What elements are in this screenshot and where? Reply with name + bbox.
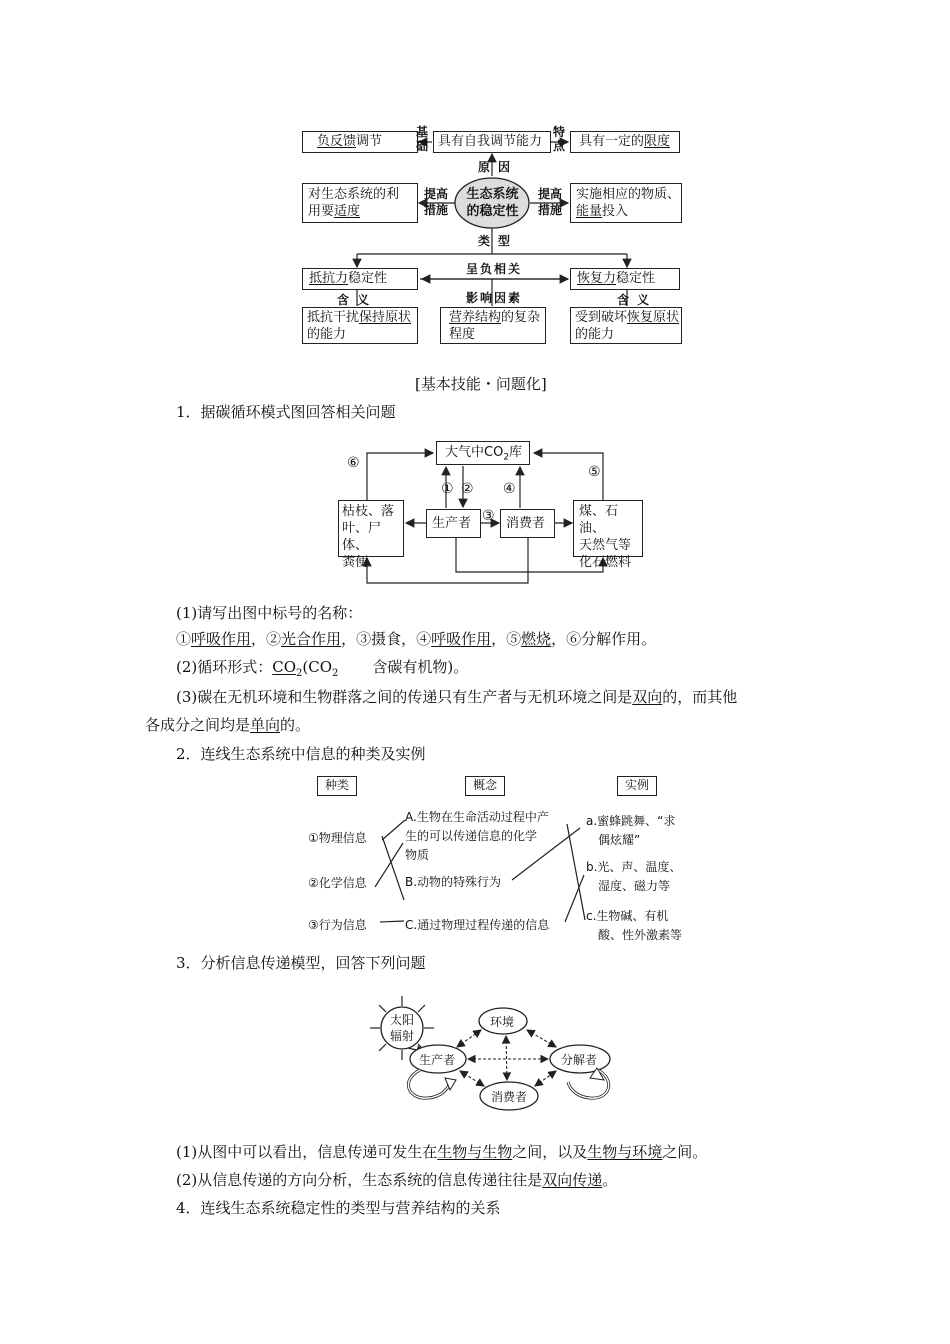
q3-p1-b: 之间，以及 [512, 1143, 588, 1161]
moderate-use-prefix: 用要 [308, 204, 335, 219]
improve-left-1: 提高 [423, 187, 448, 201]
q1-p2-prefix: (2)循环形式： [176, 658, 273, 676]
q1-a: ① [176, 630, 192, 648]
factor-label: 影响因素 [466, 291, 523, 305]
consumer-text: 消费者 [506, 516, 546, 531]
q3-p1-a: (1)从图中可以看出，信息传递可发生在 [176, 1143, 438, 1161]
concept-a-3: 物质 [405, 848, 430, 862]
nutrition-structure-term: 营养结构 [449, 310, 502, 325]
atm-sub: 2 [503, 452, 510, 463]
q3-p2-a: (2)从信息传递的方向分析，生态系统的信息传递往往是 [176, 1171, 543, 1189]
decomposer-node: 分解者 [561, 1053, 598, 1067]
center-line-1: 生态系统 [466, 187, 519, 202]
answer-unidirectional: 单向 [250, 716, 281, 734]
litter-line-3: 粪便 [342, 555, 369, 570]
basis-label: 基础 [416, 125, 429, 153]
keep-original-term: 保持原状 [359, 310, 412, 325]
resilience-def-suffix: 的能力 [575, 327, 615, 342]
producer-text: 生产者 [432, 516, 472, 531]
structure-degree: 程度 [449, 327, 476, 342]
concept-c: C.通过物理过程传递的信息 [405, 918, 550, 932]
limit-term: 限度 [644, 134, 671, 149]
meaning-left-label: 含义 [337, 293, 378, 307]
type-behavioral: ③行为信息 [308, 918, 367, 932]
litter-line-1: 枯枝、落 [342, 504, 395, 519]
center-line-2: 的稳定性 [466, 204, 519, 219]
negative-feedback-term: 负反馈 [317, 134, 357, 149]
co2-sub: 2 [296, 668, 303, 679]
type-physical: ①物理信息 [308, 831, 367, 845]
improve-right-2: 措施 [537, 203, 562, 217]
consumer-node: 消费者 [491, 1090, 528, 1104]
q3-part2 [176, 1169, 617, 1191]
reason-label: 原因 [478, 160, 519, 174]
energy-term: 能量 [576, 204, 603, 219]
q1-p3-c: 各成分之间均是 [145, 716, 251, 734]
moderate-term: 适度 [334, 204, 361, 219]
answer-two-way: 双向传递 [542, 1171, 603, 1189]
fossil-line-1: 煤、石油、 [579, 504, 619, 536]
environment-node: 环境 [490, 1015, 515, 1029]
answer-combustion: 燃烧 [521, 630, 552, 648]
meaning-right-label: 含义 [617, 293, 658, 307]
q1-part1: (1)请写出图中标号的名称： [176, 604, 363, 622]
label-2: ② [461, 481, 474, 497]
label-6: ⑥ [347, 455, 360, 471]
resistance-def-suffix: 的能力 [307, 327, 347, 342]
q2-title: 2．连线生态系统中信息的种类及实例 [176, 745, 426, 763]
input-line-1: 实施相应的物质、 [576, 187, 681, 202]
type-label: 类型 [478, 234, 519, 248]
q4-title: 4．连线生态系统稳定性的类型与营养结构的关系 [176, 1199, 501, 1217]
producer-node: 生产者 [419, 1053, 456, 1067]
answer-respiration-1: 呼吸作用 [191, 630, 252, 648]
q1-p3-b: 的，而其他 [662, 688, 738, 706]
answer-organism-organism: 生物与生物 [437, 1143, 513, 1161]
moderate-use-line-1: 对生态系统的利 [308, 187, 400, 202]
input-suffix: 投入 [602, 204, 629, 219]
co2-paren: (CO [302, 658, 333, 676]
concept-a-1: A.生物在生命活动过程中产 [405, 810, 549, 824]
sun-1: 太阳 [390, 1013, 415, 1027]
example-c-1: c.生物碱、有机 [586, 909, 669, 923]
q1-e: ，⑥分解作用。 [551, 630, 657, 648]
section-title: [基本技能・问题化] [415, 375, 547, 393]
sun-radiation [390, 1012, 416, 1044]
regulation-text: 调节 [356, 134, 383, 149]
fossil-line-2: 天然气等 [579, 538, 632, 553]
structure-complex: 的复杂 [501, 310, 541, 325]
q1-title: 1．据碳循环模式图回答相关问题 [176, 403, 396, 421]
atm-suffix: 库 [509, 445, 523, 460]
label-3: ③ [482, 508, 495, 524]
q3-p2-b: 。 [602, 1171, 618, 1189]
q1-d: ，⑤ [491, 630, 522, 648]
atm-text: 大气中CO [445, 445, 504, 460]
resilience-suffix: 稳定性 [616, 271, 656, 286]
feature-label: 特点 [553, 125, 566, 153]
label-1: ① [441, 481, 454, 497]
co2-text: CO [272, 658, 297, 676]
example-a-2: 偶炫耀” [598, 833, 641, 847]
answer-bidirectional: 双向 [632, 688, 663, 706]
litter-line-2: 叶、尸体、 [342, 521, 382, 553]
type-chemical: ②化学信息 [308, 876, 367, 890]
organic-carbon-text: 含碳有机物)。 [372, 658, 469, 676]
resilience-term: 恢复力 [577, 271, 617, 286]
answer-organism-environment: 生物与环境 [587, 1143, 663, 1161]
label-4: ④ [503, 481, 516, 497]
q1-b: ，② [251, 630, 282, 648]
example-a-1: a.蜜蜂跳舞、“求 [586, 814, 676, 828]
example-b-2: 湿度、磁力等 [598, 879, 671, 893]
resistance-term: 抵抗力 [309, 271, 349, 286]
example-c-2: 酸、性外激素等 [598, 928, 683, 942]
q3-title: 3．分析信息传递模型，回答下列问题 [176, 954, 426, 972]
limit-prefix: 具有一定的 [579, 134, 645, 149]
resilience-def-prefix: 受到破坏 [575, 310, 628, 325]
q1-p3-a: (3)碳在无机环境和生物群落之间的传递只有生产者与无机环境之间是 [176, 688, 633, 706]
header-concept: 概念 [465, 776, 505, 796]
q3-part1 [176, 1141, 707, 1163]
resistance-def-prefix: 抵抗干扰 [307, 310, 360, 325]
concept-b: B.动物的特殊行为 [405, 875, 502, 889]
self-regulation-text: 具有自我调节能力 [438, 134, 543, 149]
example-b-1: b.光、声、温度、 [586, 860, 682, 874]
co2-paren-sub: 2 [332, 668, 339, 679]
negative-correlation-label: 呈负相关 [466, 262, 523, 276]
label-5: ⑤ [588, 464, 601, 480]
improve-left-2: 措施 [423, 203, 448, 217]
restore-original-term: 恢复原状 [627, 310, 680, 325]
q1-c: ，③摄食，④ [341, 630, 432, 648]
sun-2: 辐射 [390, 1029, 415, 1043]
header-example: 实例 [617, 776, 657, 796]
header-type: 种类 [317, 776, 357, 796]
concept-a-2: 生的可以传递信息的化学 [405, 829, 538, 843]
resistance-suffix: 稳定性 [348, 271, 388, 286]
q3-p1-c: 之间。 [662, 1143, 708, 1161]
answer-respiration-2: 呼吸作用 [431, 630, 492, 648]
answer-photosynthesis: 光合作用 [281, 630, 342, 648]
q1-p3-d: 的。 [280, 716, 311, 734]
fossil-line-3: 化石燃料 [579, 555, 632, 570]
improve-right-1: 提高 [537, 187, 562, 201]
